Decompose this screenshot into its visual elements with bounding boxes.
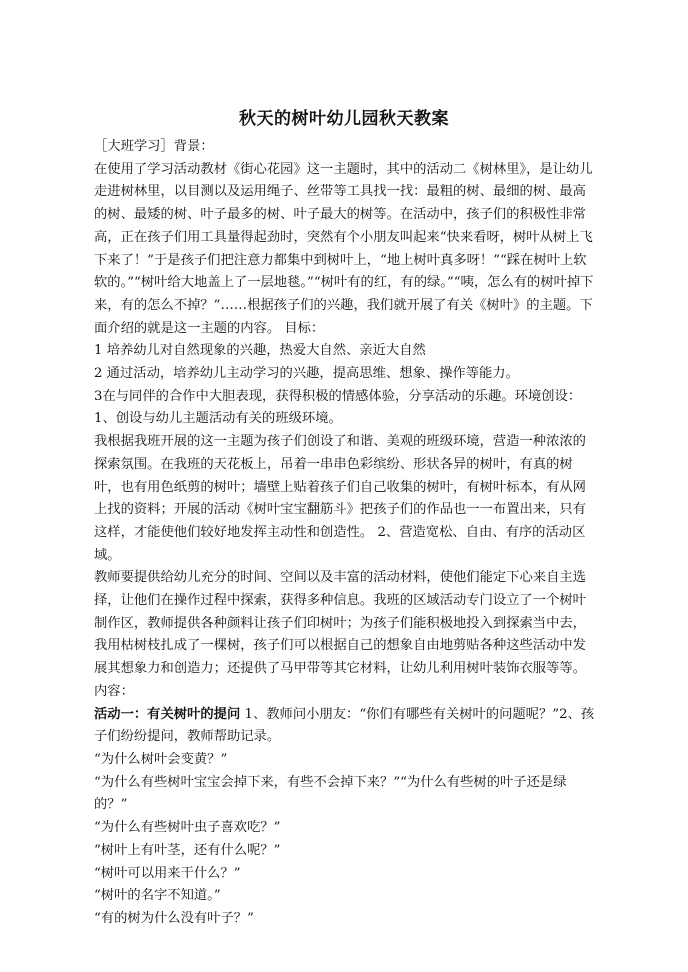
- paragraph-goal-3: 3在与同伴的合作中大胆表现，获得积极的情感体验，分享活动的乐趣。环境创设：1、创设与幼儿主题活动有关的班级环境。: [94, 388, 582, 427]
- page-title: 秋天的树叶幼儿园秋天教案: [239, 109, 449, 129]
- question-item: “为什么有些树叶宝宝会掉下来，有些不会掉下来？”“为什么有些树的叶子还是绿的？”: [94, 774, 567, 813]
- paragraph-background: 在使用了学习活动教材《街心花园》这一主题时，其中的活动二《树林里》，是让幼儿走进树林里，以目测以及运用绳子、丝带等工具找一找：最粗的树、最细的树、最高的树、最矮的树、叶子最多的树、叶子最大的树等。在活动中，孩子们的积极性非常高，正在孩子们用工具量得起劲时，突然有个小朋友叫起来“快来看呀，树叶从树上飞下来了！”于是孩子们把注意力都集中到树叶上，“地上树叶真多呀！”“踩在树叶上软软的。”“树叶给大地盖上了一层地毯。”“树叶有的红，有的绿。”“咦，怎么有的树叶掉下来，有的怎么不掉？”……根据孩子们的兴趣，我们就开展了有关《树叶》的主题。下面介绍的就是这一主题的内容。 目标：: [94, 161, 594, 336]
- activity-heading: 活动一：有关树叶的提问: [94, 706, 241, 722]
- paragraph-environment: 我根据我班开展的这一主题为孩子们创设了和谐、美观的班级环境，营造一种浓浓的探索氛围。在我班的天花板上，吊着一串串色彩缤纷、形状各异的树叶，有真的树叶，也有用色纸剪的树叶；墙壁上贴着孩子们自己收集的树叶，有树叶标本，有从网上找的资料；开展的活动《树叶宝宝翻筋斗》把孩子们的作品也一一布置出来，只有这样，才能使他们较好地发挥主动性和创造性。 2、营造宽松、自由、有序的活动区域。: [94, 434, 586, 563]
- paragraph-background-label: ［大班学习］背景：: [94, 139, 214, 154]
- question-item: “树叶可以用来干什么？”: [94, 865, 241, 881]
- activity-text: 1、教师问小朋友：“你们有哪些有关树叶的问题呢？”2、孩子们纷纷提问，教师帮助记录。: [94, 706, 595, 745]
- document-body: [94, 136, 598, 931]
- paragraph-goal-1: 1 培养幼儿对自然现象的兴趣，热爱大自然、亲近大自然: [94, 343, 426, 359]
- question-item: “为什么有些树叶虫子喜欢吃？”: [94, 820, 281, 836]
- paragraph-materials: 教师要提供给幼儿充分的时间、空间以及丰富的活动材料，使他们能定下心来自主选择，让他们在操作过程中探索，获得多种信息。我班的区域活动专门设立了一个树叶制作区，教师提供各种颜料让孩子们印树叶；为孩子们能积极地投入到探索当中去，我用枯树枝扎成了一棵树，孩子们可以根据自己的想象自由地剪贴各种这些活动中发展其想象力和创造力；还提供了马甲带等其它材料，让幼儿利用树叶装饰衣服等等。 内容：: [94, 570, 586, 699]
- question-item: “树叶上有叶茎，还有什么呢？”: [94, 842, 281, 858]
- paragraph-goal-2: 2 通过活动，培养幼儿主动学习的兴趣，提高思维、想象、操作等能力。: [94, 366, 519, 382]
- question-item: “为什么树叶会变黄？”: [94, 751, 228, 767]
- question-item: “树叶的名字不知道。”: [94, 888, 221, 904]
- question-item: “有的树为什么没有叶子？”: [94, 910, 254, 926]
- paragraph-activity-one: [94, 704, 598, 749]
